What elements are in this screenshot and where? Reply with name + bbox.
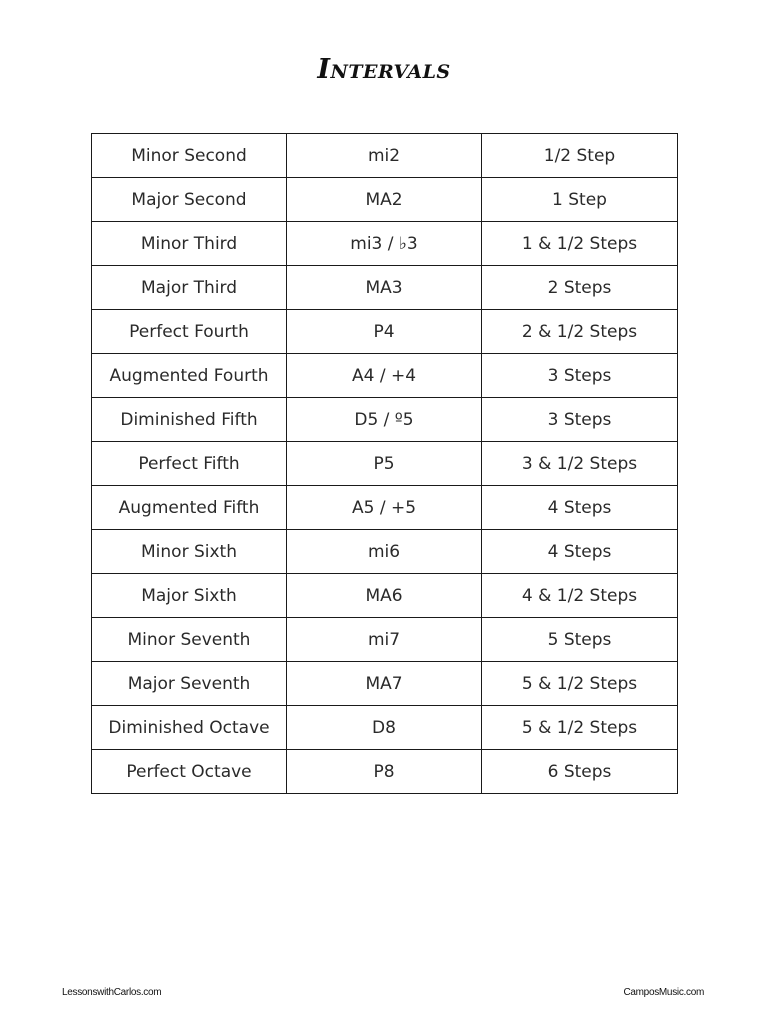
interval-symbol: A5 / +5 — [287, 486, 482, 530]
interval-steps: 4 Steps — [482, 486, 678, 530]
interval-steps: 4 & 1/2 Steps — [482, 574, 678, 618]
interval-symbol: mi7 — [287, 618, 482, 662]
interval-symbol: D8 — [287, 706, 482, 750]
interval-steps: 3 Steps — [482, 398, 678, 442]
interval-steps: 1 & 1/2 Steps — [482, 222, 678, 266]
table-row — [92, 618, 678, 662]
table-row — [92, 662, 678, 706]
table-row — [92, 354, 678, 398]
interval-name: Minor Sixth — [92, 530, 287, 574]
table-row — [92, 178, 678, 222]
interval-name: Major Third — [92, 266, 287, 310]
footer-left-site: LessonswithCarlos.com — [62, 987, 162, 998]
interval-steps: 3 Steps — [482, 354, 678, 398]
interval-name: Diminished Fifth — [92, 398, 287, 442]
interval-name: Perfect Fifth — [92, 442, 287, 486]
interval-steps: 4 Steps — [482, 530, 678, 574]
footer-right-site: CamposMusic.com — [623, 987, 704, 998]
interval-steps: 6 Steps — [482, 750, 678, 794]
interval-name: Perfect Octave — [92, 750, 287, 794]
interval-symbol: P5 — [287, 442, 482, 486]
table-row — [92, 398, 678, 442]
interval-steps: 1 Step — [482, 178, 678, 222]
table-row — [92, 530, 678, 574]
interval-symbol: MA2 — [287, 178, 482, 222]
interval-symbol: D5 / º5 — [287, 398, 482, 442]
interval-symbol: MA6 — [287, 574, 482, 618]
interval-symbol: MA3 — [287, 266, 482, 310]
interval-symbol: mi6 — [287, 530, 482, 574]
interval-symbol: A4 / +4 — [287, 354, 482, 398]
table-row — [92, 310, 678, 354]
interval-name: Diminished Octave — [92, 706, 287, 750]
interval-symbol: mi3 / ♭3 — [287, 222, 482, 266]
interval-name: Augmented Fifth — [92, 486, 287, 530]
interval-steps: 5 & 1/2 Steps — [482, 706, 678, 750]
interval-symbol: mi2 — [287, 134, 482, 178]
interval-name: Augmented Fourth — [92, 354, 287, 398]
intervals-table — [91, 133, 678, 794]
interval-name: Minor Third — [92, 222, 287, 266]
interval-name: Perfect Fourth — [92, 310, 287, 354]
table-row — [92, 222, 678, 266]
table-row — [92, 134, 678, 178]
interval-steps: 5 Steps — [482, 618, 678, 662]
table-row — [92, 574, 678, 618]
interval-steps: 1/2 Step — [482, 134, 678, 178]
interval-steps: 5 & 1/2 Steps — [482, 662, 678, 706]
interval-symbol: P4 — [287, 310, 482, 354]
interval-steps: 3 & 1/2 Steps — [482, 442, 678, 486]
table-row — [92, 442, 678, 486]
interval-symbol: MA7 — [287, 662, 482, 706]
table-row — [92, 750, 678, 794]
interval-name: Major Sixth — [92, 574, 287, 618]
page-title: Intervals — [317, 54, 451, 85]
interval-steps: 2 Steps — [482, 266, 678, 310]
interval-name: Minor Second — [92, 134, 287, 178]
table-row — [92, 706, 678, 750]
table-row — [92, 486, 678, 530]
table-row — [92, 266, 678, 310]
interval-steps: 2 & 1/2 Steps — [482, 310, 678, 354]
interval-name: Major Seventh — [92, 662, 287, 706]
interval-name: Minor Seventh — [92, 618, 287, 662]
interval-symbol: P8 — [287, 750, 482, 794]
interval-name: Major Second — [92, 178, 287, 222]
